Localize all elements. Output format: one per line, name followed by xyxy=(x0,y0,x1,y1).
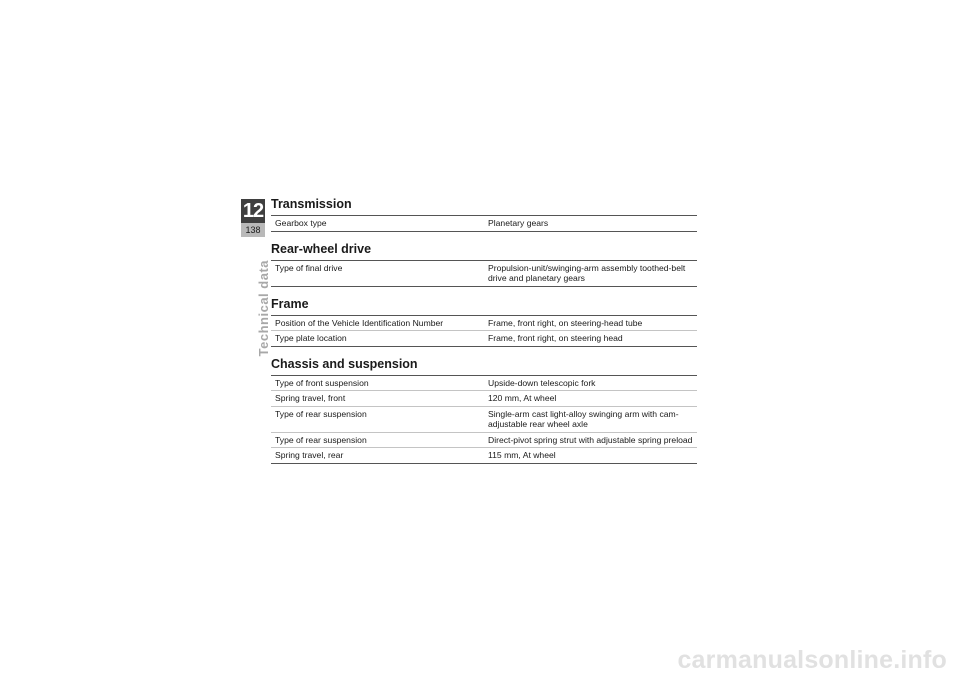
section-heading-frame: Frame xyxy=(271,296,309,311)
section-heading-chassis-and-suspension: Chassis and suspension xyxy=(271,356,418,371)
table-row xyxy=(271,391,697,407)
spec-table-frame xyxy=(271,315,697,347)
spec-value: Frame, front right, on steering-head tube xyxy=(488,317,643,328)
table-row xyxy=(271,216,697,232)
spec-label: Type of rear suspension xyxy=(275,408,367,419)
spec-content xyxy=(271,196,697,473)
section-heading-transmission: Transmission xyxy=(271,197,352,211)
spec-table-rear-wheel-drive xyxy=(271,260,697,287)
chapter-number: 12 xyxy=(242,200,264,222)
table-row xyxy=(271,448,697,464)
watermark: carmanualsonline.info xyxy=(677,646,947,674)
spec-label: Gearbox type xyxy=(275,218,327,228)
chapter-side-label: Technical data xyxy=(256,260,271,357)
table-row xyxy=(271,261,697,287)
table-row xyxy=(271,407,697,433)
table-row xyxy=(271,376,697,392)
spec-table-chassis-and-suspension xyxy=(271,375,697,464)
spec-value: Planetary gears xyxy=(488,218,549,228)
spec-value: Upside-down telescopic fork xyxy=(488,377,596,388)
spec-value: Direct-pivot spring strut with adjustable spring preload xyxy=(488,434,693,445)
spec-value: 115 mm, At wheel xyxy=(488,450,556,460)
table-row xyxy=(271,316,697,332)
spec-label: Spring travel, front xyxy=(275,393,346,403)
section-heading-rear-wheel-drive: Rear-wheel drive xyxy=(271,241,372,256)
page-number: 138 xyxy=(241,223,265,237)
chapter-tab xyxy=(241,199,265,237)
spec-label: Position of the Vehicle Identification Number xyxy=(275,317,444,328)
spec-value: Frame, front right, on steering head xyxy=(488,333,623,343)
table-row xyxy=(271,433,697,449)
spec-label: Spring travel, rear xyxy=(275,450,344,460)
table-row xyxy=(271,331,697,347)
spec-label: Type of rear suspension xyxy=(275,434,367,445)
spec-value: 120 mm, At wheel xyxy=(488,393,557,403)
spec-label: Type of final drive xyxy=(275,262,343,273)
spec-table-transmission xyxy=(271,215,697,232)
spec-value: Propulsion-unit/swinging-arm assembly toothed-belt drive and planetary gears xyxy=(488,262,686,283)
spec-label: Type of front suspension xyxy=(275,377,369,388)
spec-value: Single-arm cast light-alloy swinging arm with cam-adjustable rear wheel axle xyxy=(488,408,679,429)
spec-label: Type plate location xyxy=(275,333,347,343)
